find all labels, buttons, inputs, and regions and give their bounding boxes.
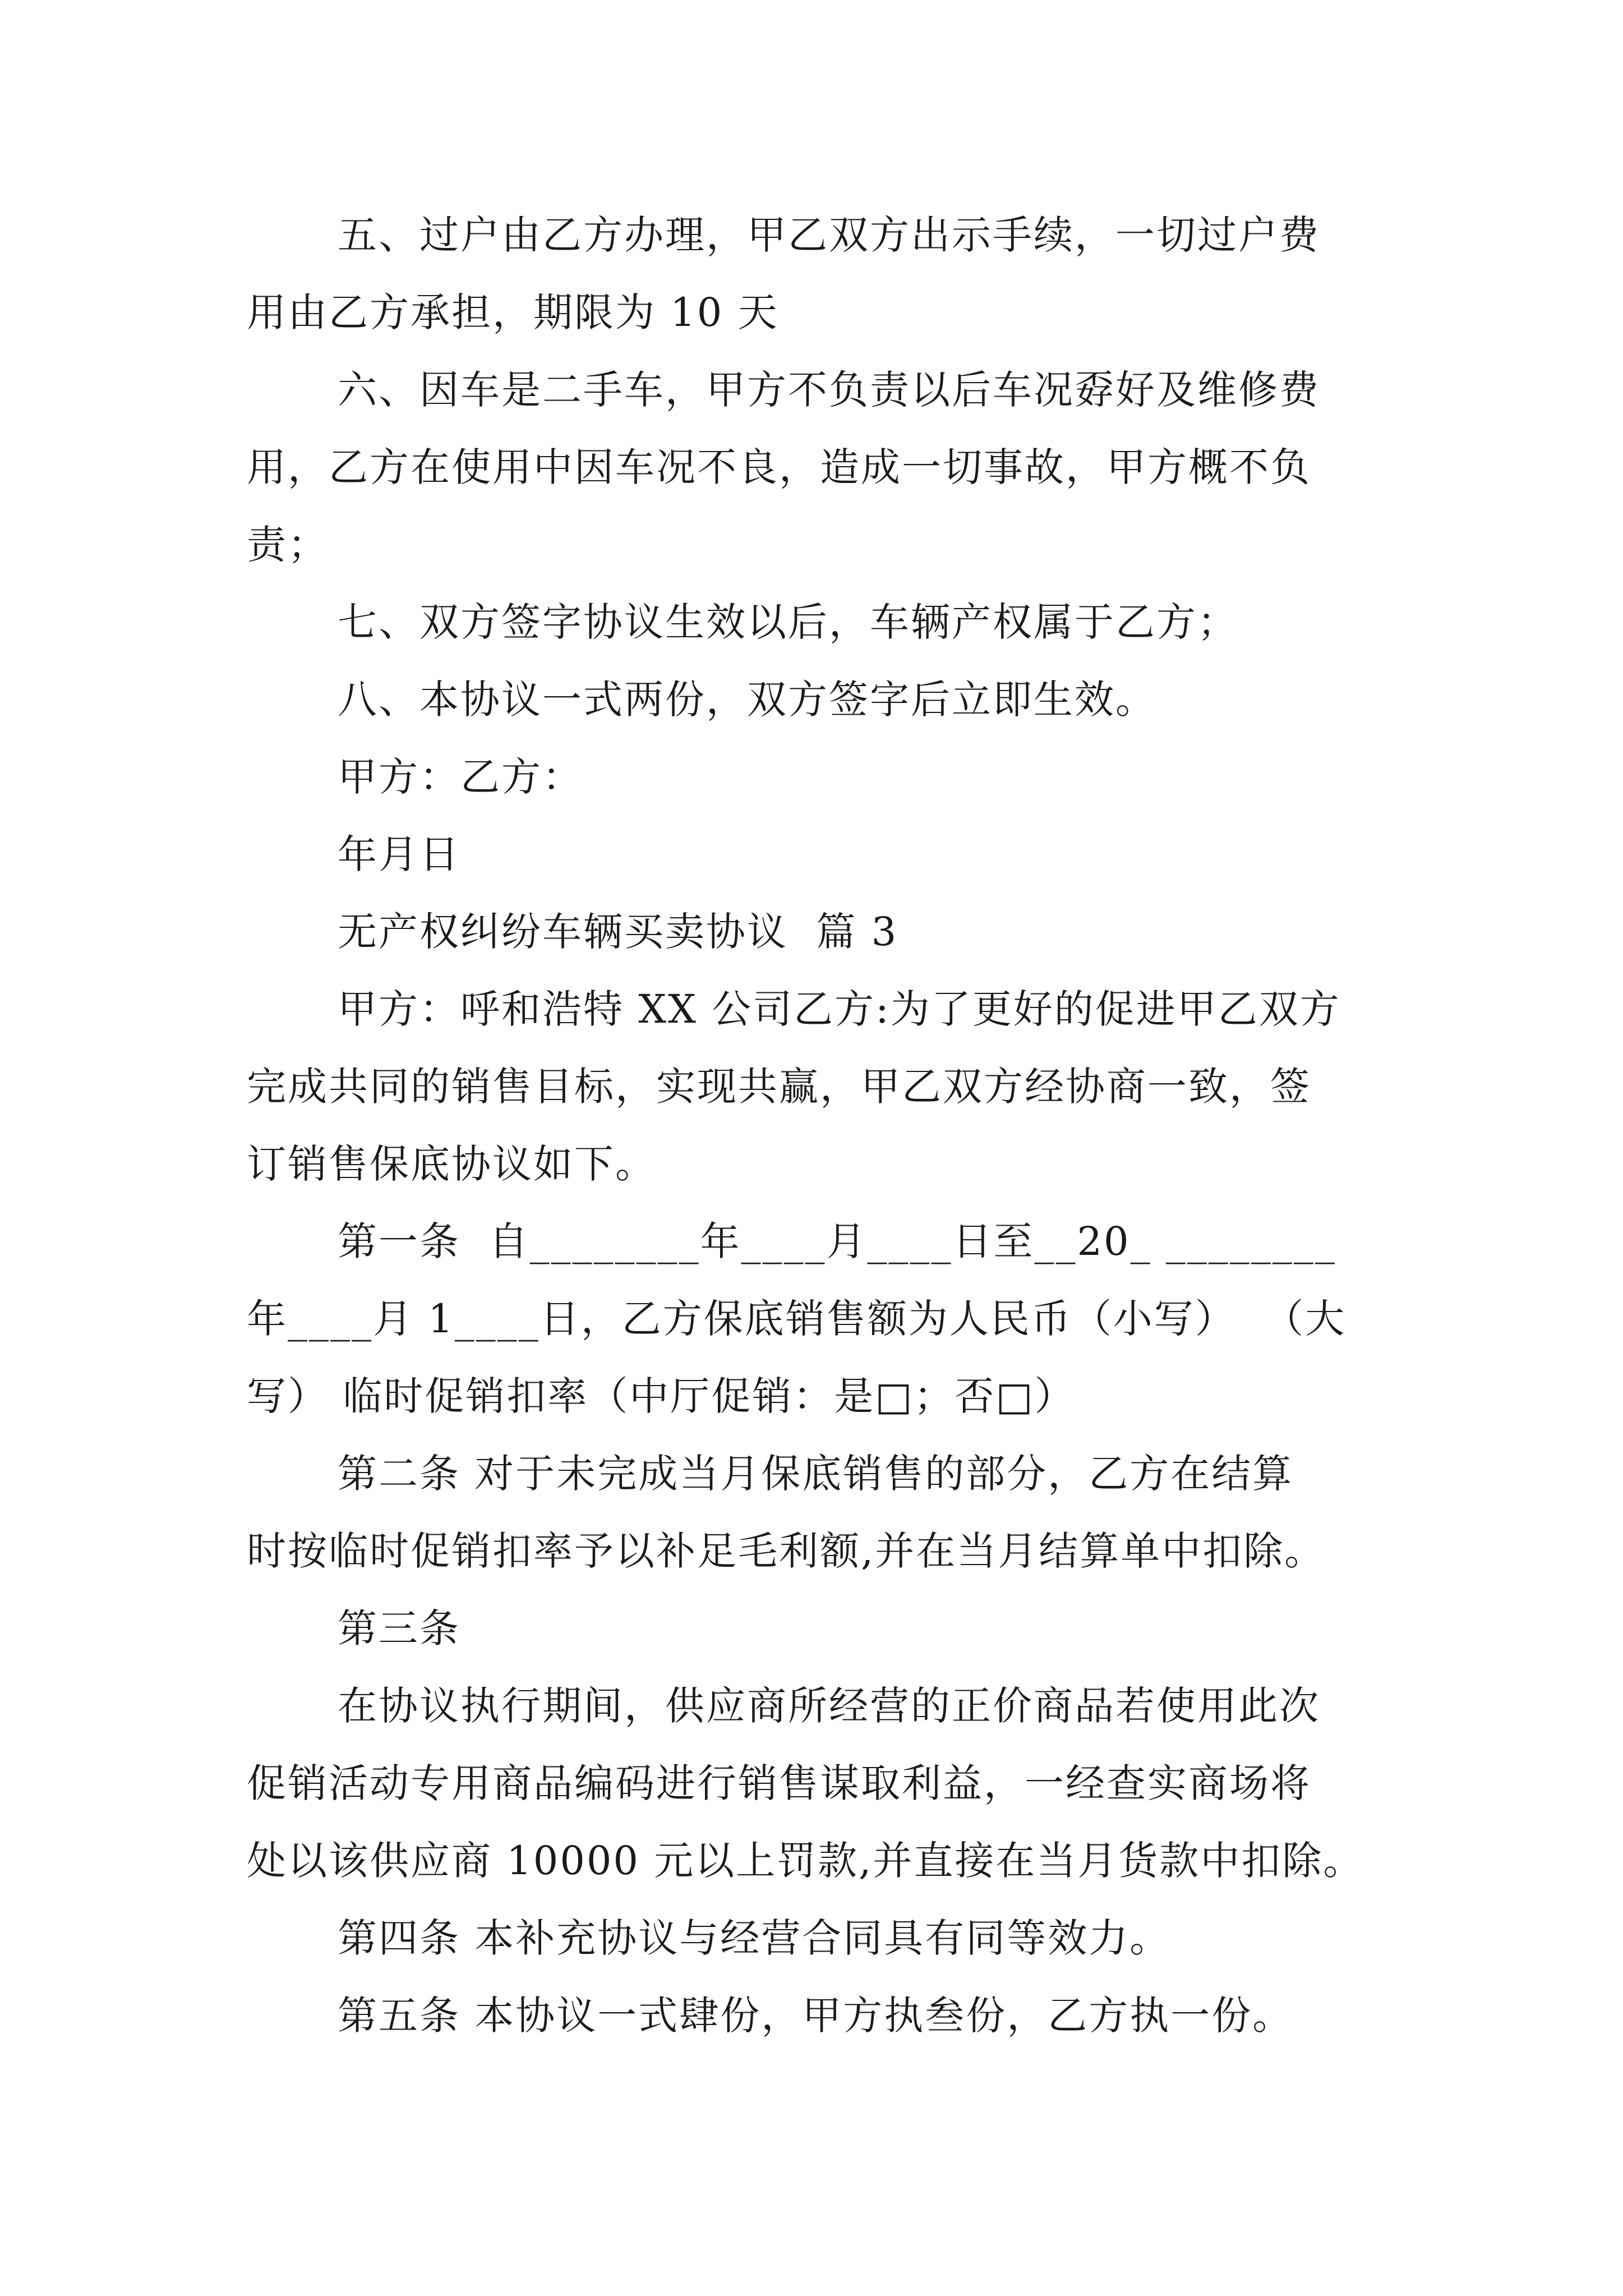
paragraph-line: 年____月 1____日，乙方保底销售额为人民币（小写） （大 — [247, 1296, 1347, 1342]
date-line: 年月日 — [338, 831, 460, 877]
paragraph-line: 七、双方签字协议生效以后，车辆产权属于乙方； — [338, 599, 1238, 645]
paragraph-line: 用由乙方承担，期限为 10 天 — [247, 289, 779, 335]
section-heading: 无产权纠纷车辆买卖协议 篇 3 — [338, 909, 898, 955]
paragraph-line: 用，乙方在使用中因车况不良，造成一切事故，甲方概不负 — [247, 444, 1311, 490]
paragraph-line: 甲方：呼和浩特 XX 公司乙方:为了更好的促进甲乙双方 — [338, 986, 1341, 1032]
paragraph-line: 六、因车是二手车，甲方不负责以后车况孬好及维修费 — [338, 367, 1320, 413]
paragraph-line: 处以该供应商 10000 元以上罚款,并直接在当月货款中扣除。 — [247, 1838, 1364, 1884]
article-line: 第二条 对于未完成当月保底销售的部分，乙方在结算 — [338, 1451, 1294, 1497]
paragraph-line: 完成共同的销售目标，实现共赢，甲乙双方经协商一致，签 — [247, 1064, 1311, 1110]
paragraph-line: 写） 临时促销扣率（中厅促销：是□；否□） — [247, 1373, 1076, 1419]
signature-line: 甲方：乙方： — [338, 754, 583, 800]
paragraph-line: 在协议执行期间，供应商所经营的正价商品若使用此次 — [338, 1683, 1320, 1729]
paragraph-line: 五、过户由乙方办理，甲乙双方出示手续，一切过户费 — [338, 212, 1320, 258]
article-line: 第四条 本补充协议与经营合同具有同等效力。 — [338, 1915, 1171, 1961]
article-line: 第五条 本协议一式肆份，甲方执叁份，乙方执一份。 — [338, 1993, 1294, 2039]
article-line: 第一条 自________年____月____日至__20_ ________ — [338, 1218, 1336, 1264]
paragraph-line: 促销活动专用商品编码进行销售谋取利益，一经查实商场将 — [247, 1760, 1311, 1806]
paragraph-line: 责； — [247, 522, 329, 568]
document-page — [247, 196, 1385, 2054]
article-line: 第三条 — [338, 1605, 460, 1651]
paragraph-line: 时按临时促销扣率予以补足毛利额,并在当月结算单中扣除。 — [247, 1528, 1326, 1574]
paragraph-line: 订销售保底协议如下。 — [247, 1141, 656, 1187]
paragraph-line: 八、本协议一式两份，双方签字后立即生效。 — [338, 677, 1156, 723]
